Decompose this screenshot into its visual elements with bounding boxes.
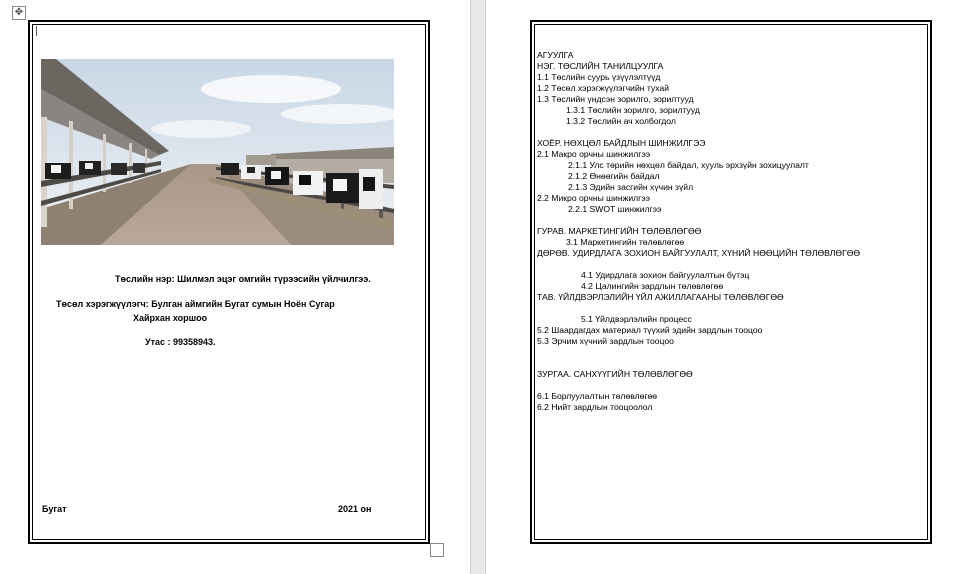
toc-entry: 1.3 Төслийн үндсэн зорилго, зорилтууд: [537, 94, 694, 104]
table-of-contents: [537, 50, 917, 413]
page-gap: [470, 0, 486, 574]
toc-entry: 4.1 Удирдлага зохион байгуулалтын бүтэц: [581, 270, 750, 280]
dairy-farm-photo[interactable]: [41, 59, 394, 245]
toc-entry: ДӨРӨВ. УДИРДЛАГА ЗОХИОН БАЙГУУЛАЛТ, ХҮНИЙ НӨӨЦИЙН ТӨЛӨВЛӨГӨӨ: [537, 248, 861, 258]
implementer-line-2: Хайрхан хоршоо: [133, 313, 208, 323]
phone-number: Утас : 99358943.: [145, 337, 216, 347]
toc-title: АГУУЛГА: [537, 50, 574, 60]
toc-entry: ГУРАВ. МАРКЕТИНГИЙН ТӨЛӨВЛӨГӨӨ: [537, 226, 702, 236]
toc-spacer: [537, 358, 917, 369]
toc-entry: 5.3 Эрчим хүчний зардлын тооцоо: [537, 336, 674, 346]
implementer-line-1: Төсөл хэрэгжүүлэгч: Булган аймгийн Бугат сумын Ноён Сугар: [56, 299, 335, 309]
cover-place: Бугат: [42, 504, 67, 514]
toc-entry: ХОЁР. НӨХЦӨЛ БАЙДЛЫН ШИНЖИЛГЭЭ: [537, 138, 706, 148]
toc-entry: 1.3.1 Төслийн зорилго, зорилтууд: [566, 105, 700, 115]
project-name: Төслийн нэр: Шилмэл эцэг омгийн түрээсийн үйлчилгээ.: [115, 274, 371, 284]
cows-in-barn-image: [41, 59, 394, 245]
toc-entry: 1.2 Төсөл хэрэгжүүлэгчийн тухай: [537, 83, 670, 93]
toc-entry: ЗУРГАА. САНХҮҮГИЙН ТӨЛӨВЛӨГӨӨ: [537, 369, 693, 379]
toc-entry: 6.2 Нийт зардлын тооцоолол: [537, 402, 653, 412]
toc-entry: 4.2 Цалингийн зардлын төлөвлөгөө: [581, 281, 724, 291]
table-move-handle-icon[interactable]: ✥: [12, 6, 26, 20]
toc-entry: 2.1 Макро орчны шинжилгээ: [537, 149, 651, 159]
toc-entry: 1.3.2 Төслийн ач холбогдол: [566, 116, 676, 126]
toc-entry: НЭГ. ТӨСЛИЙН ТАНИЛЦУУЛГА: [537, 61, 664, 71]
cover-year: 2021 он: [338, 504, 372, 514]
toc-spacer: [537, 303, 917, 314]
toc-entry: 5.1 Үйлдвэрлэлийн процесс: [581, 314, 692, 324]
toc-entry: 3.1 Маркетингийн төлөвлөгөө: [566, 237, 685, 247]
toc-spacer: [537, 380, 917, 391]
toc-entry: 2.2 Микро орчны шинжилгээ: [537, 193, 651, 203]
toc-spacer: [537, 347, 917, 358]
toc-spacer: [537, 215, 917, 226]
toc-entry: 5.2 Шаардагдах материал түүхий эдийн зардлын тооцоо: [537, 325, 763, 335]
table-resize-handle-icon[interactable]: [430, 543, 444, 557]
toc-entry: 2.2.1 SWOT шинжилгээ: [568, 204, 662, 214]
toc-spacer: [537, 127, 917, 138]
toc-entry: 6.1 Борлуулалтын төлөвлөгөө: [537, 391, 658, 401]
toc-entry: 2.1.1 Улс төрийн нөхцөл байдал, хууль эрхзүйн зохицуулалт: [568, 160, 809, 170]
text-cursor: [36, 26, 37, 36]
toc-spacer: [537, 259, 917, 270]
toc-entry: 2.1.2 Өнөөгийн байдал: [568, 171, 660, 181]
toc-entry: 2.1.3 Эдийн засгийн хүчин зүйл: [568, 182, 694, 192]
toc-entry: ТАВ. ҮЙЛДВЭРЛЭЛИЙН ҮЙЛ АЖИЛЛАГААНЫ ТӨЛӨВЛӨГӨӨ: [537, 292, 784, 302]
toc-entry: 1.1 Төслийн суурь үзүүлэлтүүд: [537, 72, 661, 82]
